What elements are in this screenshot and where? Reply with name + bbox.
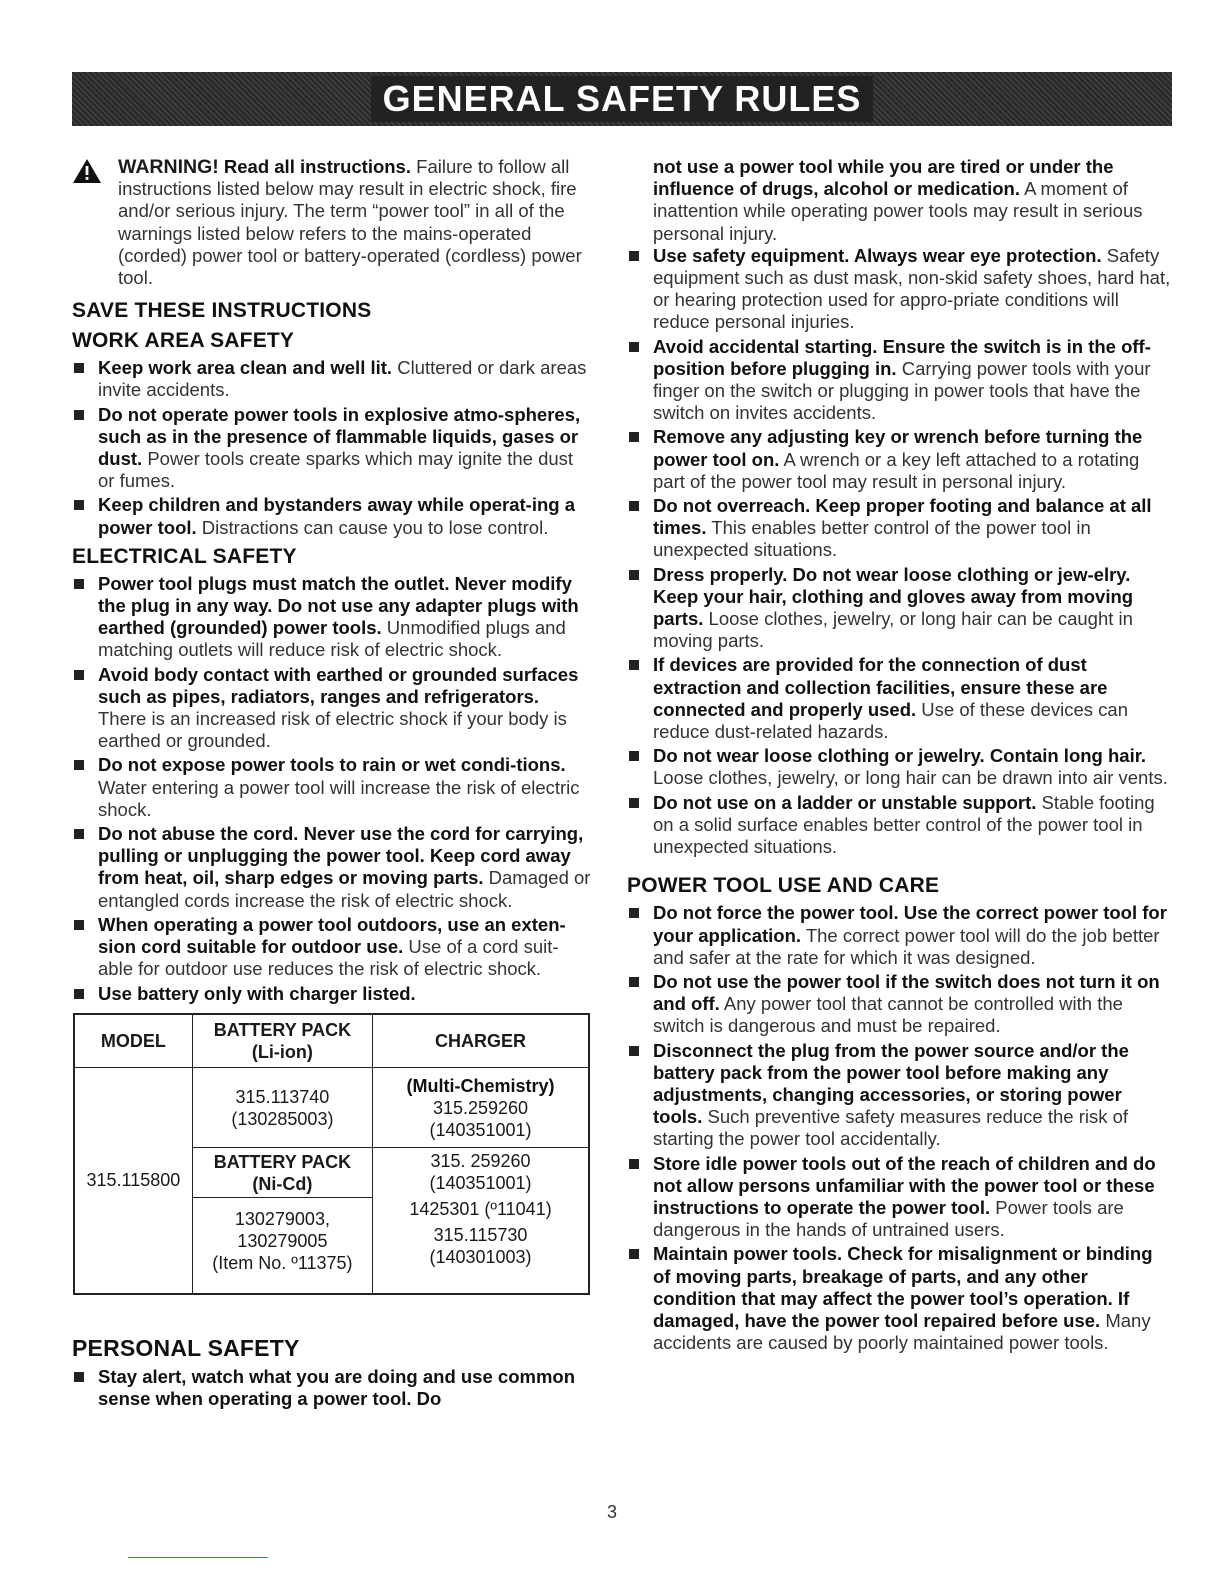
header-line: (Li-ion) bbox=[251, 1041, 313, 1062]
nicd-pack-header bbox=[192, 1148, 372, 1198]
battery-charger-table bbox=[73, 1013, 590, 1295]
list-item bbox=[72, 573, 592, 662]
list-item bbox=[627, 245, 1172, 334]
item-bold: Avoid accidental starting. Ensure the switch is in the off-position before plugging in. bbox=[653, 335, 1151, 379]
list-item bbox=[72, 404, 592, 493]
model-header: MODEL bbox=[74, 1014, 192, 1068]
bullet-square-icon bbox=[629, 342, 639, 352]
right-column bbox=[627, 156, 1172, 1356]
warning-block bbox=[72, 156, 592, 289]
bullet-square-icon bbox=[629, 1159, 639, 1169]
item-bold: Stay alert, watch what you are doing and use common sense when operating a power tool. Do bbox=[98, 1365, 575, 1409]
bullet-square-icon bbox=[74, 579, 84, 589]
list-item bbox=[627, 495, 1172, 562]
list-item bbox=[72, 823, 592, 912]
page-number: 3 bbox=[606, 1502, 617, 1522]
item-bold: When operating a power tool outdoors, use an exten-sion cord suitable for outdoor use. bbox=[98, 913, 566, 958]
cell-line: (Item No. º11375) bbox=[212, 1252, 353, 1273]
item-text: Loose clothes, jewelry, or long hair can be caught in moving parts. bbox=[653, 608, 1133, 652]
model-cell: 315.115800 bbox=[74, 1068, 192, 1294]
battery-pack-header bbox=[192, 1014, 372, 1068]
charger-cell-2 bbox=[373, 1148, 589, 1284]
cell-line: 315.115730 bbox=[433, 1225, 528, 1246]
list-item bbox=[627, 336, 1172, 425]
item-bold: Dress properly. Do not wear loose clothing or jew-elry. Keep your hair, clothing and gloves away from moving parts. bbox=[653, 563, 1134, 630]
warning-triangle-icon bbox=[72, 158, 102, 184]
item-bold: Disconnect the plug from the power source and/or the battery pack from the power tool before making any adjustments, changing accessories, or storing power tools. bbox=[653, 1039, 1129, 1128]
item-text: Use of these devices can reduce dust-related hazards. bbox=[653, 698, 1129, 743]
cell-line: (140351001) bbox=[429, 1119, 532, 1140]
list-item bbox=[627, 902, 1172, 969]
item-text: Stable footing on a solid surface enables better control of the power tool in unexpected situations. bbox=[653, 791, 1155, 858]
footer-rule bbox=[128, 1557, 268, 1558]
item-bold: Avoid body contact with earthed or grounded surfaces such as pipes, radiators, ranges and refrigerators. bbox=[98, 663, 579, 707]
cell-line: (140301003) bbox=[429, 1247, 532, 1268]
item-bold: Power tool plugs must match the outlet. Never modify the plug in any way. Do not use any adapter plugs with earthed (grounded) power tools. bbox=[98, 572, 579, 639]
item-text: Unmodified plugs and matching outlets will reduce risk of electric shock. bbox=[98, 617, 566, 661]
warning-text: Failure to follow all instructions listed below may result in electric shock, fire and/or serious injury. The term “power tool” in all of the warnings listed below refers to the mains-operated (corded) power tool or battery-operated (cordless) power tool. bbox=[118, 156, 582, 289]
item-text: Water entering a power tool will increase the risk of electric shock. bbox=[98, 776, 580, 820]
item-bold: Remove any adjusting key or wrench before turning the power tool on. bbox=[653, 426, 1143, 470]
bullet-square-icon bbox=[629, 1249, 639, 1259]
item-text: A moment of inattention while operating power tools may result in serious personal injury. bbox=[653, 178, 1143, 244]
page-title: GENERAL SAFETY RULES bbox=[371, 76, 874, 122]
item-text: Many accidents are caused by poorly maintained power tools. bbox=[653, 1309, 1151, 1354]
left-column bbox=[72, 156, 592, 1412]
list-item bbox=[627, 792, 1172, 859]
item-bold: Do not use on a ladder or unstable support. bbox=[653, 791, 1037, 813]
item-text: Loose clothes, jewelry, or long hair can be drawn into air vents. bbox=[653, 767, 1168, 789]
cell-line: 315. 259260 bbox=[430, 1151, 531, 1172]
item-bold: not use a power tool while you are tired or under the influence of drugs, alcohol or medication. bbox=[653, 156, 1114, 200]
nicd-pack-cell bbox=[192, 1198, 372, 1284]
cell-line: 315.113740 bbox=[235, 1086, 330, 1107]
bullet-square-icon bbox=[74, 989, 84, 999]
item-text: Safety equipment such as dust mask, non-skid safety shoes, hard hat, or hearing protection used for appro-priate conditions will reduce personal injuries. bbox=[653, 244, 1171, 333]
cell-line: BATTERY PACK bbox=[213, 1151, 352, 1172]
item-text: Distractions can cause you to lose control. bbox=[196, 516, 549, 538]
bullet-square-icon bbox=[629, 751, 639, 761]
charger-header: CHARGER bbox=[373, 1014, 589, 1068]
item-text: Any power tool that cannot be controlled with the switch is dangerous and must be repaired. bbox=[653, 993, 1123, 1037]
item-bold: Keep work area clean and well lit. bbox=[98, 357, 393, 379]
electrical-heading: ELECTRICAL SAFETY bbox=[72, 544, 297, 568]
bullet-square-icon bbox=[74, 670, 84, 680]
bullet-square-icon bbox=[74, 1372, 84, 1382]
item-text: Cluttered or dark areas invite accidents. bbox=[98, 357, 587, 401]
bullet-square-icon bbox=[74, 829, 84, 839]
item-text: This enables better control of the power tool in unexpected situations. bbox=[653, 517, 1091, 561]
title-banner bbox=[72, 72, 1172, 126]
list-item bbox=[72, 754, 592, 821]
save-instructions-heading: SAVE THESE INSTRUCTIONS bbox=[72, 299, 372, 323]
item-bold: Do not operate power tools in explosive atmo-spheres, such as in the presence of flammable liquids, gases or dust. bbox=[98, 403, 581, 470]
item-text: A wrench or a key left attached to a rotating part of the power tool may result in personal injury. bbox=[653, 448, 1140, 492]
item-bold: Do not expose power tools to rain or wet condi-tions. bbox=[98, 754, 566, 776]
list-item bbox=[627, 745, 1172, 789]
cell-line: 130279005 bbox=[237, 1230, 328, 1251]
item-bold: If devices are provided for the connection of dust extraction and collection facilities, ensure these are connected and properly used. bbox=[653, 654, 1108, 720]
cell-line: (Ni-Cd) bbox=[252, 1173, 313, 1194]
item-bold: Maintain power tools. Check for misalignment or binding of moving parts, breakage of parts, and any other condition that may affect the power tool’s operation. If damaged, have the power tool repaired before use. bbox=[653, 1243, 1153, 1331]
work-area-heading: WORK AREA SAFETY bbox=[72, 329, 295, 353]
list-item bbox=[627, 564, 1172, 653]
bullet-square-icon bbox=[629, 977, 639, 987]
item-bold: Use safety equipment. Always wear eye protection. bbox=[653, 244, 1102, 266]
item-text: Such preventive safety measures reduce the risk of starting the power tool accidentally. bbox=[653, 1106, 1129, 1150]
bullet-square-icon bbox=[629, 1046, 639, 1056]
cell-line: (Multi-Chemistry) bbox=[406, 1075, 555, 1096]
item-bold: Do not abuse the cord. Never use the cord for carrying, pulling or unplugging the power tool. Keep cord away from heat, oil, sharp edges or moving parts. bbox=[98, 823, 584, 889]
list-item bbox=[72, 664, 592, 753]
list-item bbox=[627, 1153, 1172, 1242]
charger-cell-1 bbox=[373, 1068, 589, 1148]
item-bold: Do not overreach. Keep proper footing and balance at all times. bbox=[653, 495, 1152, 539]
item-bold: Do not force the power tool. Use the correct power tool for your application. bbox=[653, 902, 1167, 946]
list-item bbox=[627, 971, 1172, 1038]
item-text: Power tools create sparks which may ignite the dust or fumes. bbox=[98, 448, 574, 492]
list-item bbox=[627, 654, 1172, 743]
list-item bbox=[72, 357, 592, 401]
item-text: Power tools are dangerous in the hands of untrained users. bbox=[653, 1196, 1124, 1241]
item-bold: Use battery only with charger listed. bbox=[98, 982, 416, 1004]
item-bold: Store idle power tools out of the reach of children and do not allow persons unfamiliar with the power tool or these instructions to operate the power tool. bbox=[653, 1152, 1156, 1218]
personal-safety-heading: PERSONAL SAFETY bbox=[72, 1334, 300, 1361]
header-line: BATTERY PACK bbox=[213, 1019, 352, 1040]
cell-line: 1425301 (º11041) bbox=[409, 1199, 552, 1220]
list-item bbox=[72, 494, 592, 538]
list-item bbox=[72, 1366, 592, 1410]
bullet-square-icon bbox=[629, 660, 639, 670]
liion-pack-cell bbox=[192, 1068, 372, 1148]
bullet-square-icon bbox=[74, 363, 84, 373]
item-text: The correct power tool will do the job better and safer at the rate for which it was designed. bbox=[653, 924, 1160, 968]
bullet-square-icon bbox=[629, 251, 639, 261]
item-text: Damaged or entangled cords increase the risk of electric shock. bbox=[98, 867, 591, 911]
bullet-square-icon bbox=[74, 410, 84, 420]
bullet-square-icon bbox=[74, 760, 84, 770]
item-bold: Do not wear loose clothing or jewelry. Contain long hair. bbox=[653, 745, 1147, 767]
bullet-square-icon bbox=[629, 798, 639, 808]
list-item bbox=[627, 1040, 1172, 1151]
item-text: Carrying power tools with your finger on the switch or plugging in power tools that have the switch on invites accidents. bbox=[653, 357, 1151, 424]
cell-line: (140351001) bbox=[429, 1173, 532, 1194]
power-tool-heading: POWER TOOL USE AND CARE bbox=[627, 874, 940, 898]
cell-line: (130285003) bbox=[231, 1108, 334, 1129]
item-bold: Do not use the power tool if the switch does not turn it on and off. bbox=[653, 970, 1160, 1015]
list-item bbox=[72, 983, 592, 1005]
bullet-square-icon bbox=[74, 920, 84, 930]
bullet-square-icon bbox=[629, 432, 639, 442]
item-text: There is an increased risk of electric shock if your body is earthed or grounded. bbox=[98, 708, 567, 752]
cell-line: 315.259260 bbox=[432, 1097, 529, 1118]
bullet-square-icon bbox=[74, 500, 84, 510]
cell-line: 130279003, bbox=[234, 1208, 330, 1229]
bullet-square-icon bbox=[629, 570, 639, 580]
warning-lead: Read all instructions. bbox=[218, 156, 411, 177]
warning-label: WARNING! bbox=[118, 156, 219, 178]
list-item bbox=[627, 1243, 1172, 1354]
list-item bbox=[627, 426, 1172, 493]
bullet-square-icon bbox=[629, 908, 639, 918]
item-text: Use of a cord suit-able for outdoor use reduces the risk of electric shock. bbox=[98, 936, 559, 980]
bullet-square-icon bbox=[629, 501, 639, 511]
item-bold: Keep children and bystanders away while operat-ing a power tool. bbox=[98, 494, 576, 538]
list-item bbox=[72, 914, 592, 981]
